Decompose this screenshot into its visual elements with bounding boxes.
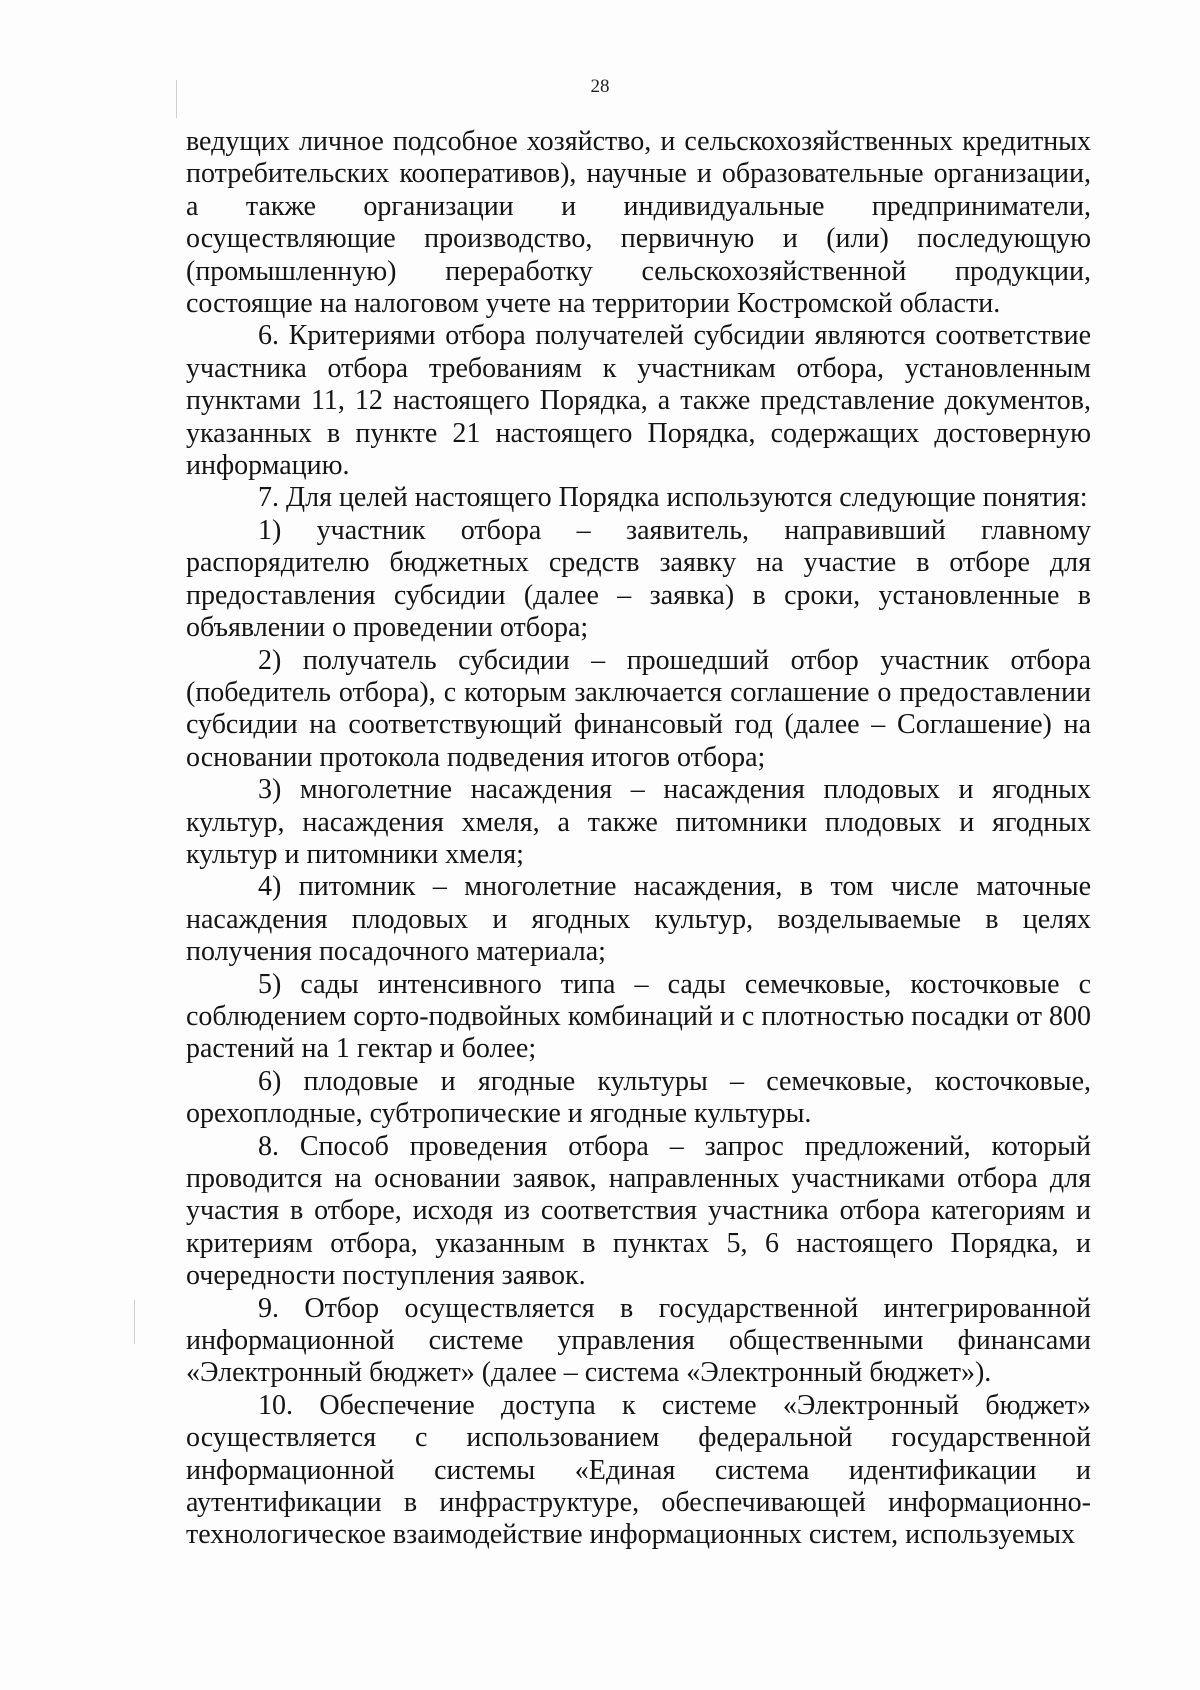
paragraph-continuation: ведущих личное подсобное хозяйство, и сельскохозяйственных кредитных потребительских кооперативов), научные и образовательные организации, а также организации и индивидуальные предприниматели, осуществляющие производство, первичную и (или) последующую (промышленную) переработку сельскохозяйственной продукции, состоящие на налоговом учете на территории Костромской области. <box>186 126 1091 320</box>
scan-margin-mark <box>134 1300 135 1344</box>
subitem-7-5: 5) сады интенсивного типа – сады семечковые, косточковые с соблюдением сорто-подвойных комбинаций и с плотностью посадки от 800 растений на 1 гектар и более; <box>186 968 1091 1065</box>
document-body <box>186 126 1091 1552</box>
paragraph-item-10: 10. Обеспечение доступа к системе «Электронный бюджет» осуществляется с использованием федеральной государственной информационной системы «Единая система идентификации и аутентификации в инфраструктуре, обеспечивающей информационно-технологическое взаимодействие информационных систем, используемых <box>186 1389 1091 1551</box>
paragraph-item-7: 7. Для целей настоящего Порядка используются следующие понятия: <box>258 482 1088 514</box>
subitem-7-1: 1) участник отбора – заявитель, направивший главному распорядителю бюджетных средств заявку на участие в отборе для предоставления субсидии (далее – заявка) в сроки, установленные в объявлении о проведении отбора; <box>186 514 1091 644</box>
paragraph-item-8: 8. Способ проведения отбора – запрос предложений, который проводится на основании заявок, направленных участниками отбора для участия в отборе, исходя из соответствия участника отбора категориям и критериям отбора, указанным в пунктах 5, 6 настоящего Порядка, и очередности поступления заявок. <box>186 1130 1091 1292</box>
subitem-7-4: 4) питомник – многолетние насаждения, в том числе маточные насаждения плодовых и ягодных культур, возделываемые в целях получения посадочного материала; <box>186 871 1091 968</box>
subitem-7-3: 3) многолетние насаждения – насаждения плодовых и ягодных культур, насаждения хмеля, а также питомники плодовых и ягодных культур и питомники хмеля; <box>186 774 1091 870</box>
page-number: 28 <box>590 76 610 97</box>
paragraph-item-6: 6. Критериями отбора получателей субсидии являются соответствие участника отбора требованиям к участникам отбора, установленным пунктами 11, 12 настоящего Порядка, а также представление документов, указанных в пункте 21 настоящего Порядка, содержащих достоверную информацию. <box>186 320 1091 482</box>
subitem-7-2: 2) получатель субсидии – прошедший отбор участник отбора (победитель отбора), с которым заключается соглашение о предоставлении субсидии на соответствующий финансовый год (далее – Соглашение) на основании протокола подведения итогов отбора; <box>186 644 1091 773</box>
subitem-7-6: 6) плодовые и ягодные культуры – семечковые, косточковые, орехоплодные, субтропические и ягодные культуры. <box>186 1065 1091 1130</box>
paragraph-item-9: 9. Отбор осуществляется в государственной интегрированной информационной системе управления общественными финансами «Электронный бюджет» (далее – система «Электронный бюджет»). <box>186 1292 1091 1389</box>
